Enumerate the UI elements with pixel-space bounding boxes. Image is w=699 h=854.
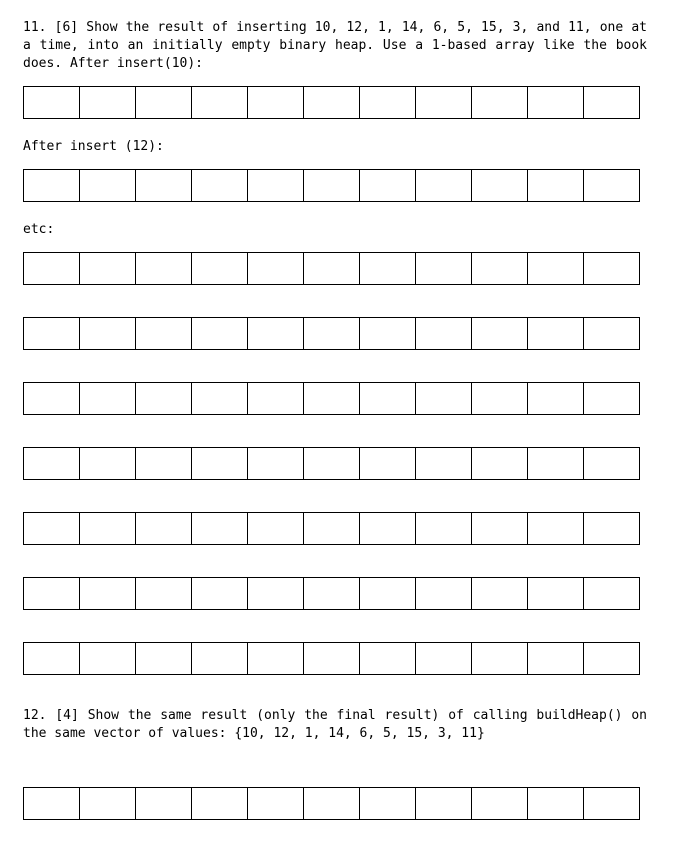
array-cell <box>415 787 471 820</box>
array-cell <box>247 382 303 415</box>
array-cell <box>359 577 415 610</box>
array-cell <box>23 577 79 610</box>
question-11-prompt: 11. [6] Show the result of inserting 10, 12, 1, 14, 6, 5, 15, 3, and 11, one at a time, into an initially empty binary heap. Use a 1-based array like the book does. After insert(10): <box>23 20 647 71</box>
array-cell <box>583 447 640 480</box>
question-12-prompt: 12. [4] Show the same result (only the final result) of calling buildHeap() on the same vector of values: {10, 12, 1, 14, 6, 5, 15, 3, 11} <box>23 708 647 741</box>
array-cell <box>79 642 135 675</box>
array-cell <box>471 787 527 820</box>
array-cell <box>23 787 79 820</box>
array-cell <box>23 447 79 480</box>
array-cell <box>135 512 191 545</box>
array-cell <box>23 382 79 415</box>
array-cell <box>415 169 471 202</box>
array-cell <box>79 252 135 285</box>
array-cell <box>471 86 527 119</box>
array-cell <box>527 169 583 202</box>
array-cell <box>23 512 79 545</box>
array-cell <box>247 447 303 480</box>
array-cell <box>415 382 471 415</box>
array-cell <box>527 252 583 285</box>
array-cell <box>583 787 640 820</box>
heap-array-step-5 <box>23 382 640 415</box>
array-cell <box>247 169 303 202</box>
array-cell <box>79 169 135 202</box>
array-cell <box>471 382 527 415</box>
array-cell <box>471 512 527 545</box>
array-cell <box>191 169 247 202</box>
array-cell <box>303 787 359 820</box>
array-cell <box>415 86 471 119</box>
array-cell <box>303 577 359 610</box>
array-cell <box>359 86 415 119</box>
array-cell <box>79 787 135 820</box>
array-cell <box>191 642 247 675</box>
array-cell <box>583 252 640 285</box>
array-cell <box>471 447 527 480</box>
array-cell <box>583 317 640 350</box>
heap-array-after-insert-12 <box>23 169 640 202</box>
array-cell <box>23 317 79 350</box>
array-cell <box>135 317 191 350</box>
array-cell <box>527 787 583 820</box>
array-cell <box>359 169 415 202</box>
array-cell <box>415 512 471 545</box>
array-cell <box>527 577 583 610</box>
array-cell <box>303 512 359 545</box>
array-cell <box>527 512 583 545</box>
array-cell <box>471 252 527 285</box>
array-cell <box>415 642 471 675</box>
array-cell <box>527 317 583 350</box>
array-cell <box>79 447 135 480</box>
array-cell <box>583 169 640 202</box>
array-cell <box>415 252 471 285</box>
array-cell <box>471 169 527 202</box>
array-cell <box>79 577 135 610</box>
array-cell <box>527 642 583 675</box>
array-cell <box>191 317 247 350</box>
array-cell <box>23 169 79 202</box>
array-cell <box>359 252 415 285</box>
array-cell <box>359 642 415 675</box>
array-cell <box>191 447 247 480</box>
heap-array-step-9 <box>23 642 640 675</box>
array-cell <box>191 577 247 610</box>
array-cell <box>471 317 527 350</box>
array-cell <box>79 317 135 350</box>
array-cell <box>527 447 583 480</box>
array-cell <box>23 642 79 675</box>
array-cell <box>135 787 191 820</box>
array-cell <box>583 382 640 415</box>
array-cell <box>527 86 583 119</box>
heap-array-buildheap-result <box>23 787 640 820</box>
array-cell <box>471 577 527 610</box>
array-cell <box>415 577 471 610</box>
array-cell <box>247 86 303 119</box>
array-cell <box>191 252 247 285</box>
array-cell <box>359 382 415 415</box>
heap-array-step-6 <box>23 447 640 480</box>
array-cell <box>415 447 471 480</box>
array-cell <box>191 382 247 415</box>
array-cell <box>247 642 303 675</box>
array-cell <box>191 512 247 545</box>
array-cell <box>23 252 79 285</box>
array-cell <box>303 317 359 350</box>
array-cell <box>79 382 135 415</box>
array-cell <box>303 447 359 480</box>
array-cell <box>415 317 471 350</box>
heap-array-step-3 <box>23 252 640 285</box>
heap-array-after-insert-10 <box>23 86 640 119</box>
heap-array-step-4 <box>23 317 640 350</box>
array-cell <box>303 252 359 285</box>
array-cell <box>583 577 640 610</box>
array-cell <box>135 577 191 610</box>
array-cell <box>359 447 415 480</box>
array-cell <box>359 317 415 350</box>
array-cell <box>303 642 359 675</box>
heap-array-step-7 <box>23 512 640 545</box>
etc-label: etc: <box>23 222 55 237</box>
array-cell <box>135 642 191 675</box>
array-cell <box>359 512 415 545</box>
array-cell <box>247 787 303 820</box>
array-cell <box>583 642 640 675</box>
after-insert-12-label: After insert (12): <box>23 139 164 154</box>
array-cell <box>135 86 191 119</box>
array-cell <box>135 169 191 202</box>
array-cell <box>191 787 247 820</box>
array-cell <box>471 642 527 675</box>
array-cell <box>247 512 303 545</box>
array-cell <box>191 86 247 119</box>
array-cell <box>23 86 79 119</box>
array-cell <box>583 512 640 545</box>
array-cell <box>135 382 191 415</box>
array-cell <box>303 382 359 415</box>
array-cell <box>303 86 359 119</box>
array-cell <box>135 252 191 285</box>
array-cell <box>79 86 135 119</box>
array-cell <box>247 252 303 285</box>
array-cell <box>247 317 303 350</box>
heap-array-step-8 <box>23 577 640 610</box>
array-cell <box>303 169 359 202</box>
array-cell <box>359 787 415 820</box>
array-cell <box>79 512 135 545</box>
array-cell <box>135 447 191 480</box>
array-cell <box>247 577 303 610</box>
array-cell <box>583 86 640 119</box>
array-cell <box>527 382 583 415</box>
